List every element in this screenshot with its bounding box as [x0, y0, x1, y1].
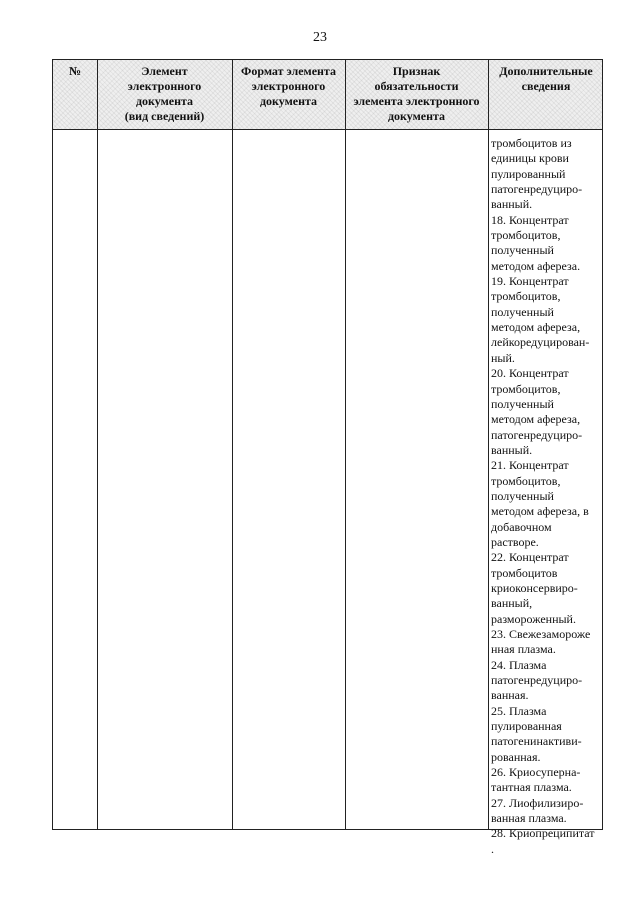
text-line: пулированная [491, 719, 562, 734]
text-line: лейкоредуцирован- [491, 335, 590, 350]
text-line: 21. Концентрат [491, 458, 569, 473]
text-line: . [491, 841, 494, 856]
text-line: 20. Концентрат [491, 366, 569, 381]
header-required-flag: Признак обязательности элемента электронного документа [353, 64, 480, 123]
text-line: тромбоцитов из [491, 136, 572, 150]
text-line: ванный. [491, 442, 533, 457]
text-line: тромбоцитов, [491, 289, 561, 304]
text-line: патогенредуциро- [491, 673, 583, 688]
text-line: полученный [491, 243, 554, 258]
text-line: тромбоцитов, [491, 473, 561, 488]
text-line: растворе. [491, 534, 539, 549]
text-line: ванный. [491, 197, 533, 212]
text-line: размороженный. [491, 611, 576, 626]
text-line: полученный [491, 304, 554, 319]
text-line: единицы крови [491, 151, 569, 166]
text-line: рованная. [491, 749, 541, 764]
text-line: тантная плазма. [491, 780, 572, 795]
table-header-row [53, 60, 602, 130]
column-divider [345, 60, 346, 829]
header-format: Формат элемента электронного документа [241, 64, 336, 108]
text-line: полученный [491, 396, 554, 411]
text-line: патогенредуциро- [491, 427, 583, 442]
text-line: пулированный [491, 166, 566, 181]
header-element: Элемент электронного документа (вид сведений) [124, 64, 205, 123]
text-line: ванная. [491, 688, 529, 703]
text-line: ванная плазма. [491, 811, 567, 826]
page-number: 23 [313, 30, 327, 45]
text-line: 19. Концентрат [491, 274, 569, 289]
text-line: 24. Плазма [491, 657, 547, 672]
text-line: методом афереза, [491, 320, 581, 335]
header-additional-info: Дополнительные сведения [499, 64, 593, 93]
text-line: 23. Свежезамороже [491, 627, 591, 641]
text-line: 18. Концентрат [491, 212, 569, 227]
data-table [52, 59, 603, 856]
text-line: методом афереза, в [491, 504, 589, 519]
text-line: 28. Криопреципитат [491, 826, 595, 841]
text-line: 25. Плазма [491, 703, 547, 718]
column-divider [488, 60, 489, 829]
text-line: патогенредуциро- [491, 182, 583, 197]
text-line: методом афереза. [491, 258, 581, 273]
header-number: № [68, 64, 82, 78]
text-line: криоконсервиро- [491, 580, 578, 595]
text-line: тромбоцитов, [491, 381, 561, 396]
text-line: тромбоцитов [491, 565, 558, 580]
text-line: ванный, [491, 596, 533, 611]
text-line: тромбоцитов, [491, 228, 561, 243]
text-line: 27. Лиофилизиро- [491, 795, 584, 810]
text-line: патогенинактиви- [491, 734, 582, 749]
additional-info-cell [491, 136, 603, 857]
column-divider [97, 60, 98, 829]
column-divider [232, 60, 233, 829]
text-line: ный. [491, 350, 515, 365]
text-line: нная плазма. [491, 642, 556, 657]
text-line: полученный [491, 488, 554, 503]
text-line: методом афереза, [491, 412, 581, 427]
text-line: 22. Концентрат [491, 550, 569, 565]
text-line: 26. Криосуперна- [491, 765, 581, 780]
text-line: добавочном [491, 519, 552, 534]
